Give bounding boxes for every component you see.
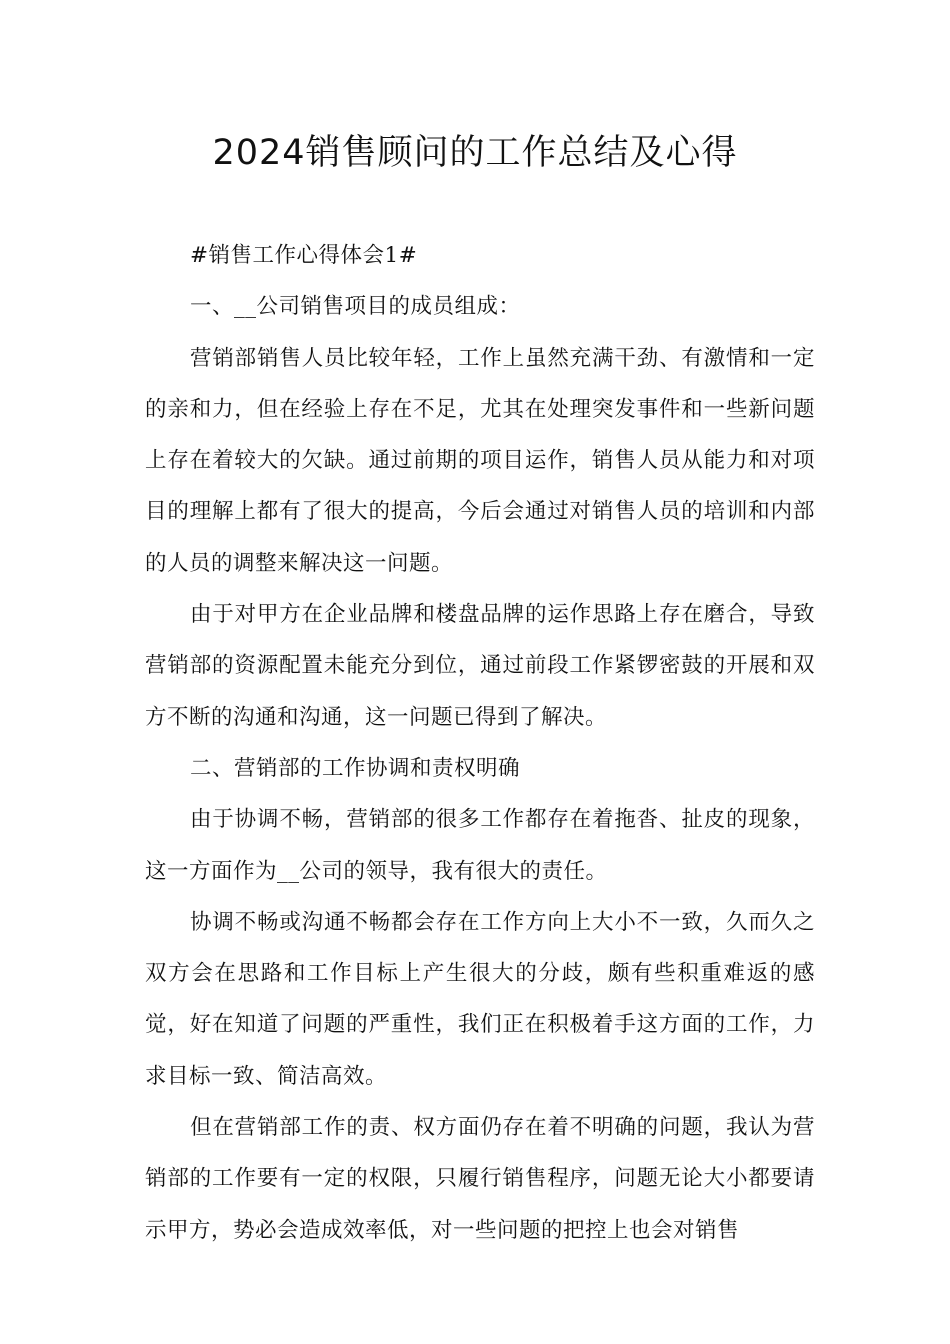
paragraph: 但在营销部工作的责、权方面仍存在着不明确的问题，我认为营销部的工作要有一定的权限，只履行销售程序，问题无论大小都要请示甲方，势必会造成效率低，对一些问题的把控上也会对销售 — [145, 1115, 815, 1243]
document-title: 2024销售顾问的工作总结及心得 — [212, 133, 738, 173]
paragraph: 由于对甲方在企业品牌和楼盘品牌的运作思路上存在磨合，导致营销部的资源配置未能充分到位，通过前段工作紧锣密鼓的开展和双方不断的沟通和沟通，这一问题已得到了解决。 — [145, 602, 815, 730]
paragraph: 协调不畅或沟通不畅都会存在工作方向上大小不一致，久而久之双方会在思路和工作目标上产生很大的分歧，颇有些积重难返的感觉，好在知道了问题的严重性，我们正在积极着手这方面的工作，力求目标一致、简洁高效。 — [145, 909, 815, 1089]
section-tag: #销售工作心得体会1# — [190, 243, 418, 268]
heading-2: 二、营销部的工作协调和责权明确 — [190, 755, 521, 781]
heading-1: 一、__公司销售项目的成员组成： — [190, 294, 521, 320]
document-body — [145, 230, 815, 1256]
paragraph: 营销部销售人员比较年轻，工作上虽然充满干劲、有激情和一定的亲和力，但在经验上存在不足，尤其在处理突发事件和一些新问题上存在着较大的欠缺。通过前期的项目运作，销售人员从能力和对项目的理解上都有了很大的提高，今后会通过对销售人员的培训和内部的人员的调整来解决这一问题。 — [145, 345, 815, 576]
paragraph: 由于协调不畅，营销部的很多工作都存在着拖沓、扯皮的现象，这一方面作为__公司的领导，我有很大的责任。 — [145, 807, 815, 884]
